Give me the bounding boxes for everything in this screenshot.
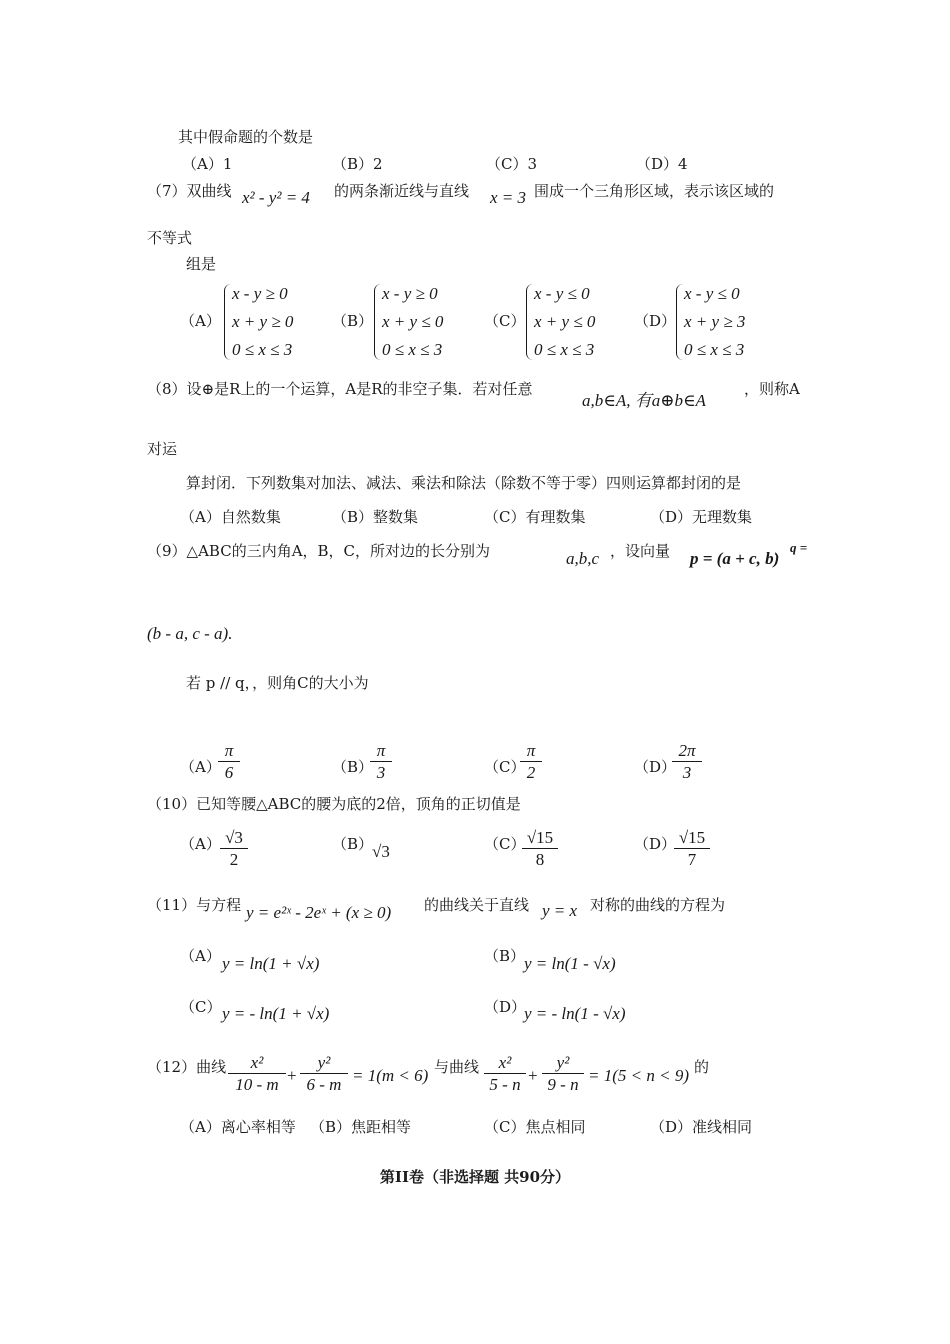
- q12-curve1-plus: +: [287, 1066, 297, 1085]
- q11-option-c-label: （C）: [180, 998, 222, 1016]
- q7-stem-line2: 不等式: [147, 229, 193, 247]
- q8-stem-line2: 对运: [147, 440, 178, 458]
- q10-option-c-value: $\frac{√15}{8}$: [522, 827, 558, 871]
- q11-option-a-label: （A）: [180, 947, 221, 965]
- q12-curve2-condition: = 1(5 < n < 9): [588, 1066, 689, 1085]
- q9-option-b-value: $\frac{\pi}{3}$: [370, 740, 392, 784]
- q12-stem-pre: （12）曲线: [147, 1058, 227, 1076]
- q8-option-b: （B）整数集: [332, 508, 419, 526]
- q7-option-c-system: x - y ≤ 0 x + y ≤ 0 0 ≤ x ≤ 3: [534, 284, 596, 359]
- q10-option-c-label: （C）: [484, 835, 526, 853]
- q9-option-d-value: $\frac{2\pi}{3}$: [672, 740, 702, 784]
- q9-sides: a,b,c: [566, 549, 600, 568]
- q12-stem-post: 的: [694, 1058, 710, 1076]
- q12-curve2-term2: $\frac{\text{y²}}{9 - n}$: [542, 1052, 584, 1096]
- q10-option-a-value: $\frac{√3}{2}$: [220, 827, 248, 871]
- q6-stem: 其中假命题的个数是: [178, 128, 314, 146]
- q7-option-a-brace: [224, 284, 231, 360]
- q11-stem-pre: （11）与方程: [147, 896, 242, 914]
- q11-stem-post: 对称的曲线的方程为: [590, 896, 726, 914]
- q9-condition: 若 p // q，，则角C的大小为: [186, 674, 369, 692]
- q10-option-d-value: $\frac{√15}{7}$: [674, 827, 710, 871]
- q6-option-d: （D）4: [636, 155, 688, 173]
- q12-option-c: （C）焦点相同: [484, 1118, 586, 1136]
- q10-option-b-label: （B）: [332, 835, 374, 853]
- q7-stem-mid: 的两条渐近线与直线: [334, 182, 470, 200]
- q12-curve1-term2: $\frac{\text{y²}}{6 - m}$: [300, 1052, 348, 1096]
- q7-option-b-brace: [374, 284, 381, 360]
- q8-option-a: （A）自然数集: [180, 508, 281, 526]
- q7-option-d-system: x - y ≤ 0 x + y ≥ 3 0 ≤ x ≤ 3: [684, 284, 746, 359]
- q10-stem: （10）已知等腰△ABC的腰为底的2倍，顶角的正切值是: [147, 795, 521, 813]
- q7-option-b-label: （B）: [332, 312, 374, 330]
- q11-option-d-value: y = - ln(1 - √x): [524, 1004, 626, 1023]
- q12-option-a: （A）离心率相等: [180, 1118, 296, 1136]
- q7-option-b-system: x - y ≥ 0 x + y ≤ 0 0 ≤ x ≤ 3: [382, 284, 444, 359]
- q7-option-d-label: （D）: [634, 312, 677, 330]
- q12-curve2-plus: +: [528, 1066, 538, 1085]
- q8-stem-line3: 算封闭．下列数集对加法、减法、乘法和除法（除数不等于零）四则运算都封闭的是: [186, 474, 742, 492]
- q9-stem-mid: ，设向量: [610, 542, 671, 560]
- q7-stem-line3: 组是: [186, 255, 217, 273]
- q9-option-a-label: （A）: [180, 758, 221, 776]
- q12-curve2-term1: $\frac{\text{x²}}{5 - n}$: [484, 1052, 526, 1096]
- q9-option-c-label: （C）: [484, 758, 526, 776]
- q9-stem-pre: （9）△ABC的三内角A，B，C，所对边的长分别为: [147, 542, 491, 560]
- q11-symmetry-line: y = x: [542, 901, 578, 920]
- q11-stem-mid: 的曲线关于直线: [424, 896, 530, 914]
- q9-option-c-value: $\frac{\pi}{2}$: [520, 740, 542, 784]
- q11-equation: y = e²ˣ - 2eˣ + (x ≥ 0): [246, 903, 392, 922]
- q11-option-c-value: y = - ln(1 + √x): [222, 1004, 330, 1023]
- q6-option-c: （C）3: [486, 155, 538, 173]
- q8-stem-post: ，则称A: [744, 380, 800, 398]
- q7-line-equation: x = 3: [490, 188, 527, 207]
- q7-stem-pre: （7）双曲线: [147, 182, 232, 200]
- q12-option-b: （B）焦距相等: [310, 1118, 412, 1136]
- q9-vector-q-value: (b - a, c - a).: [147, 624, 233, 643]
- q9-option-b-label: （B）: [332, 758, 374, 776]
- q7-option-c-label: （C）: [484, 312, 526, 330]
- q9-separator: 、: [774, 542, 790, 560]
- q11-option-a-value: y = ln(1 + √x): [222, 954, 320, 973]
- q11-option-b-label: （B）: [484, 947, 526, 965]
- q8-closure-formula: a,b∈A, 有a⊕b∈A: [582, 391, 706, 410]
- q12-stem-mid: 与曲线: [434, 1058, 480, 1076]
- q9-vector-p: p = (a + c, b): [690, 549, 780, 568]
- q8-option-d: （D）无理数集: [650, 508, 753, 526]
- q9-option-a-value: $\frac{\pi}{6}$: [218, 740, 240, 784]
- q10-option-b-value: √3: [372, 842, 390, 861]
- q7-option-a-system: x - y ≥ 0 x + y ≥ 0 0 ≤ x ≤ 3: [232, 284, 294, 359]
- q11-option-d-label: （D）: [484, 998, 527, 1016]
- q8-stem-pre: （8）设⊕是R上的一个运算，A是R的非空子集．若对任意: [147, 380, 533, 398]
- q12-curve1-condition: = 1(m < 6): [352, 1066, 429, 1085]
- q7-hyperbola-equation: x² - y² = 4: [242, 188, 310, 207]
- q7-option-a-label: （A）: [180, 312, 221, 330]
- q7-option-d-brace: [676, 284, 683, 360]
- q12-curve1-term1: $\frac{\text{x²}}{10 - m}$: [228, 1052, 286, 1096]
- q7-stem-post: 围成一个三角形区域，表示该区域的: [534, 182, 775, 200]
- q7-option-c-brace: [526, 284, 533, 360]
- q6-option-a: （A）1: [182, 155, 233, 173]
- q8-option-c: （C）有理数集: [484, 508, 586, 526]
- q10-option-d-label: （D）: [634, 835, 677, 853]
- section-title: 第II卷（非选择题 共90分）: [379, 1168, 571, 1186]
- q11-option-b-value: y = ln(1 - √x): [524, 954, 616, 973]
- q6-option-b: （B）2: [332, 155, 383, 173]
- q10-option-a-label: （A）: [180, 835, 221, 853]
- q9-option-d-label: （D）: [634, 758, 677, 776]
- q12-option-d: （D）准线相同: [650, 1118, 753, 1136]
- q9-vector-q: q =: [790, 540, 808, 555]
